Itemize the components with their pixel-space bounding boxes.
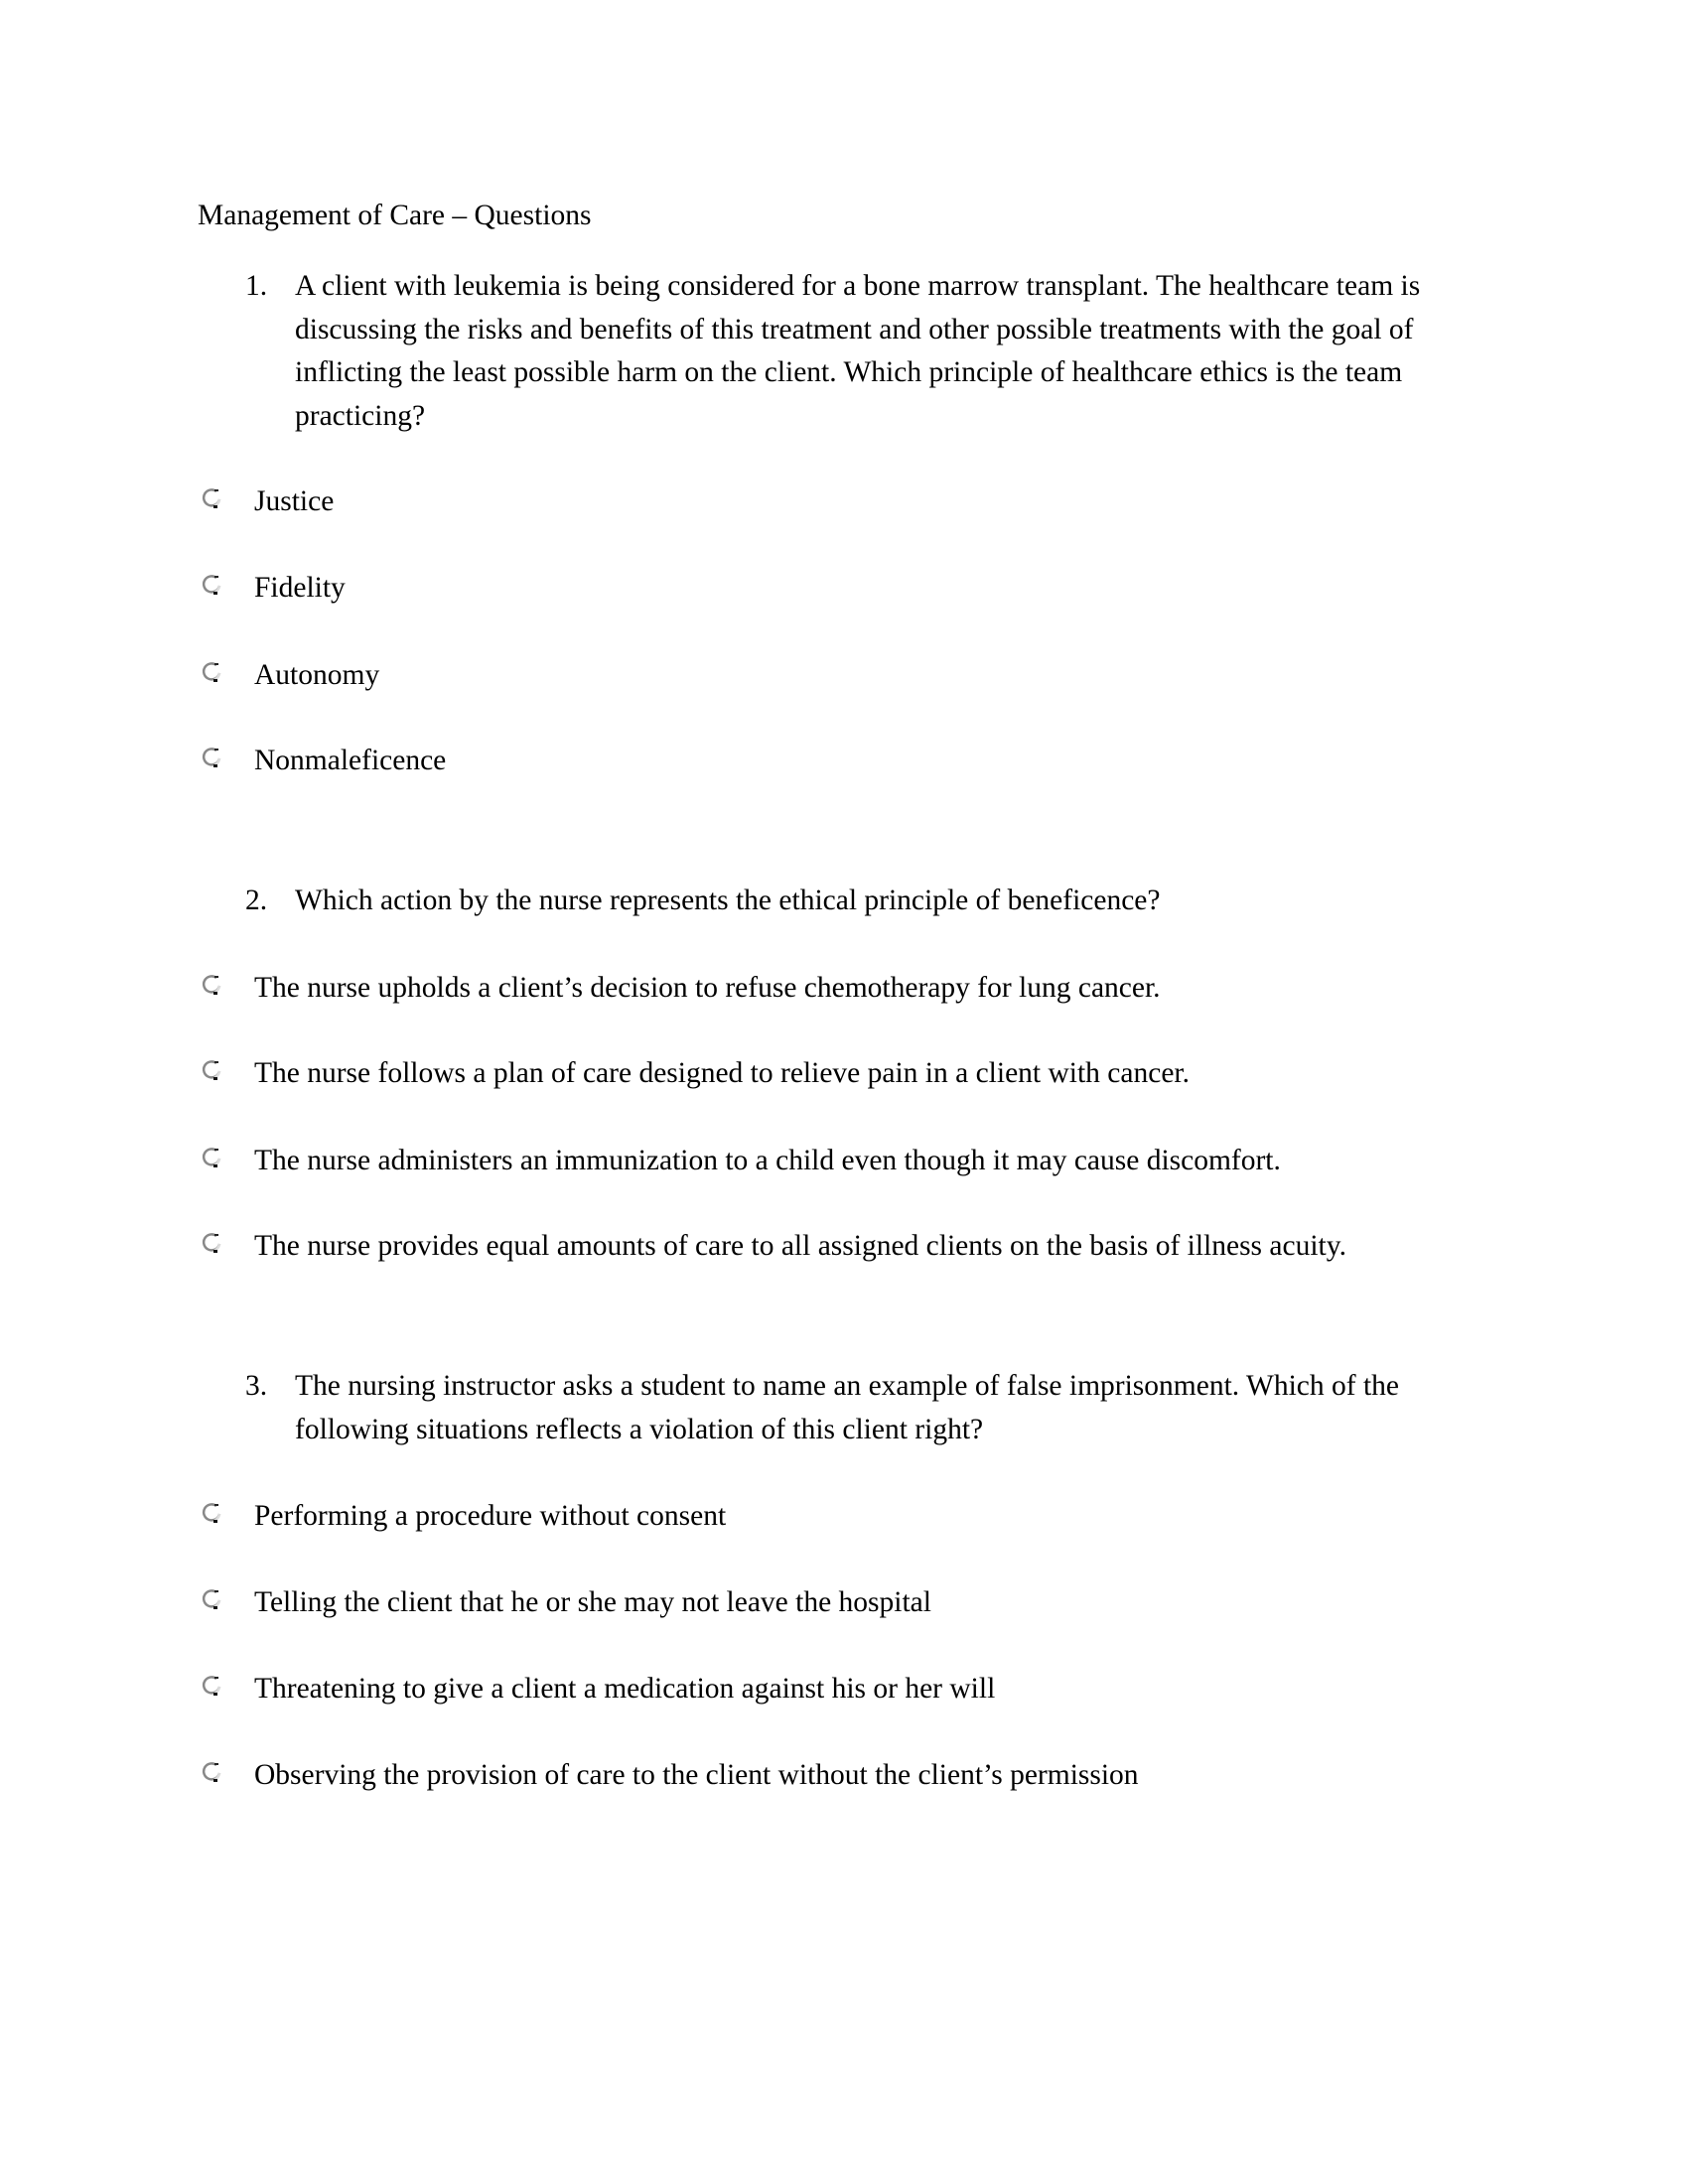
question-text: The nursing instructor asks a student to name an example of false imprisonment. Which of the following situations reflects a violation of this client right? <box>295 1370 1399 1445</box>
question-number: 3. <box>245 1370 268 1402</box>
radio-button-icon[interactable] <box>201 1499 222 1521</box>
answer-option[interactable]: Performing a procedure without consent <box>254 1500 727 1532</box>
radio-button-icon[interactable] <box>201 744 222 765</box>
question-number: 2. <box>245 885 268 916</box>
radio-button-icon[interactable] <box>201 1672 222 1694</box>
answer-option[interactable]: The nurse provides equal amounts of care to all assigned clients on the basis of illness acuity. <box>254 1230 1346 1262</box>
radio-button-icon[interactable] <box>201 1758 222 1780</box>
answer-option[interactable]: Justice <box>254 485 335 517</box>
answer-option[interactable]: Autonomy <box>254 659 380 691</box>
radio-button-icon[interactable] <box>201 658 222 680</box>
answer-option[interactable]: Nonmaleficence <box>254 745 447 776</box>
radio-button-icon[interactable] <box>201 971 222 993</box>
question-text: Which action by the nurse represents the ethical principle of beneficence? <box>295 885 1161 916</box>
answer-option[interactable]: The nurse follows a plan of care designed to relieve pain in a client with cancer. <box>254 1057 1190 1089</box>
page-title: Management of Care – Questions <box>198 200 592 231</box>
answer-option[interactable]: Telling the client that he or she may not leave the hospital <box>254 1586 931 1618</box>
question-number: 1. <box>245 270 268 302</box>
radio-button-icon[interactable] <box>201 1144 222 1165</box>
answer-option[interactable]: Threatening to give a client a medication against his or her will <box>254 1673 996 1705</box>
radio-button-icon[interactable] <box>201 1056 222 1078</box>
answer-option[interactable]: The nurse administers an immunization to a child even though it may cause discomfort. <box>254 1145 1281 1176</box>
question-text: A client with leukemia is being considered for a bone marrow transplant. The healthcare team is discussing the risks and benefits of this treatment and other possible treatments with the goal of inflicting the least possible harm on the client. Which principle of healthcare ethics is the team practicing? <box>295 270 1421 432</box>
radio-button-icon[interactable] <box>201 1585 222 1607</box>
radio-button-icon[interactable] <box>201 484 222 506</box>
answer-option[interactable]: The nurse upholds a client’s decision to refuse chemotherapy for lung cancer. <box>254 972 1161 1004</box>
radio-button-icon[interactable] <box>201 571 222 593</box>
answer-option[interactable]: Fidelity <box>254 572 346 604</box>
radio-button-icon[interactable] <box>201 1229 222 1251</box>
answer-option[interactable]: Observing the provision of care to the client without the client’s permission <box>254 1759 1139 1791</box>
